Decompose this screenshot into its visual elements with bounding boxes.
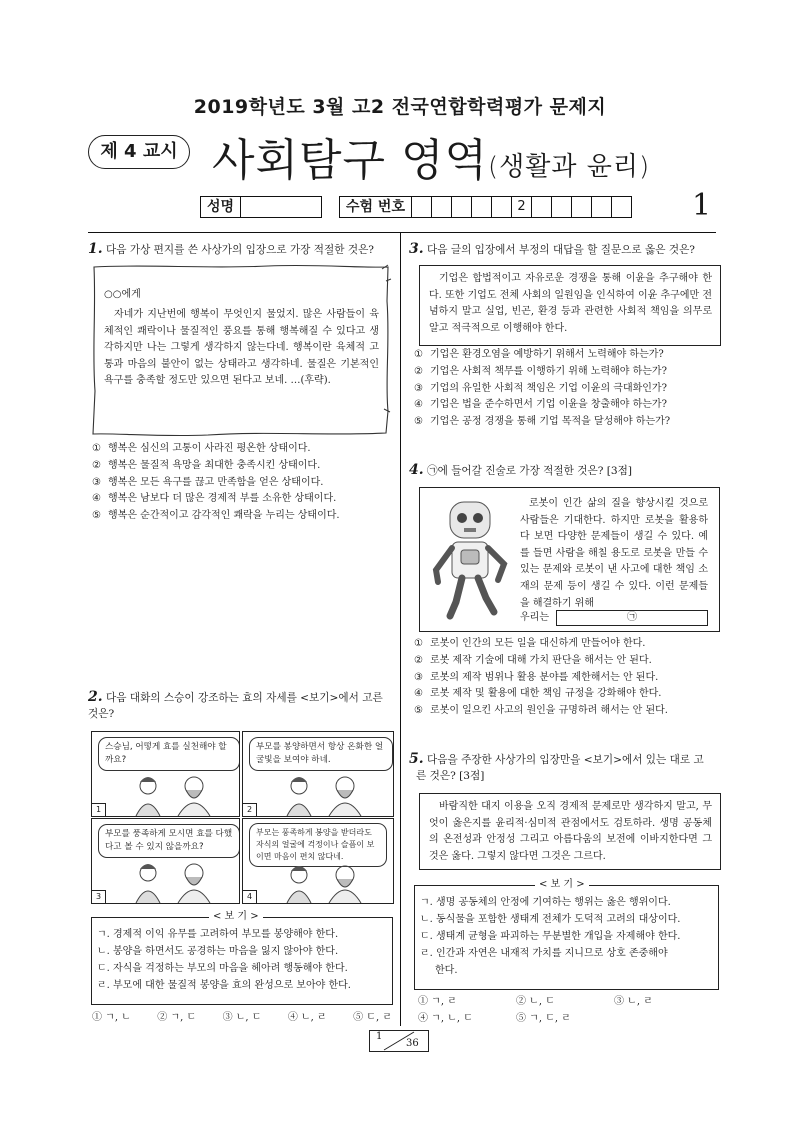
choice-marker: ④: [92, 493, 101, 505]
exam-number-digit: [532, 196, 552, 218]
student-and-teacher-illustration: [277, 772, 377, 816]
bogi-item: ㄱ. 생명 공동체의 안정에 기여하는 행위는 옳은 행위이다.: [420, 897, 671, 908]
choice-text: 로봇의 제작 범위나 활용 분야를 제한해서는 안 된다.: [430, 671, 659, 683]
answer-choice[interactable]: [414, 381, 670, 398]
question-4-tail: [520, 610, 549, 627]
page-total: 36: [406, 1038, 419, 1049]
exam-number-digits: [412, 196, 632, 218]
bogi-item: ㄷ. 생태계 균형을 파괴하는 무분별한 개입을 자제해야 한다.: [420, 931, 681, 942]
question-1-text: 다음 가상 편지를 쓴 사상가의 입장으로 가장 적절한 것은?: [106, 244, 374, 256]
question-2-number: 2.: [88, 689, 103, 705]
answer-choice[interactable]: [414, 703, 668, 720]
question-3-text: 다음 글의 입장에서 부정의 대답을 할 질문으로 옳은 것은?: [427, 244, 695, 256]
bogi-title: < 보 기 >: [209, 911, 263, 923]
bogi-item: ㄱ. 경제적 이익 유무를 고려하여 부모를 봉양해야 한다.: [97, 929, 339, 940]
letter-greeting: ○○에게: [104, 289, 141, 300]
exam-number-digit: [432, 196, 452, 218]
exam-number-digit: [472, 196, 492, 218]
question-5-answers: [418, 994, 713, 1028]
speech-bubble-2: 부모를 봉양하면서 항상 온화한 얼굴빛을 보여야 하네.: [249, 737, 393, 771]
name-box: [200, 196, 322, 218]
answer-choice[interactable]: [414, 636, 668, 653]
question-4-passage: 로봇이 인간 삶의 질을 향상시킬 것으로 사람들은 기대한다. 하지만 로봇을 활용하다 보면 다양한 문제들이 생길 수 있다. 예를 들면 사람을 해칠 용도로 로봇을 만들 수 있는 문제와 로봇이 낸 사고에 대한 책임 소재의 문제 등이 생길 수 있다. 이런 문제들을 해결하기 위해: [520, 498, 708, 609]
answer-option[interactable]: ④ ㄱ, ㄴ, ㄷ: [418, 1012, 473, 1024]
question-3-choices: [414, 347, 670, 431]
panel-number-1: 1: [92, 803, 106, 816]
question-4-box: [419, 487, 720, 632]
subject-name: 사회탐구 영역: [212, 135, 489, 186]
answer-choice[interactable]: [414, 653, 668, 670]
choice-marker: ⑤: [92, 510, 101, 522]
period-badge: 제 4 교시: [88, 135, 190, 169]
exam-number-digit: 2: [512, 196, 532, 218]
bogi-item: ㄴ. 봉양을 하면서도 공경하는 마음을 잃지 않아야 한다.: [97, 946, 339, 957]
choice-marker: ④: [414, 688, 423, 700]
name-label: 성명: [200, 196, 241, 218]
comic-panel-2: [242, 731, 394, 817]
answer-option[interactable]: ③ ㄴ, ㄹ: [614, 996, 653, 1007]
answer-option[interactable]: ② ㄴ, ㄷ: [516, 996, 555, 1007]
question-4-choices: [414, 636, 668, 720]
bogi-title: < 보 기 >: [535, 879, 589, 891]
question-2-answers: [92, 1010, 392, 1027]
comic-panel-3: [91, 818, 240, 904]
choice-marker: ②: [92, 459, 101, 471]
column-divider: [400, 233, 401, 1026]
question-5-number: 5.: [409, 751, 424, 767]
choice-text: 행복은 모든 욕구를 끊고 만족함을 얻은 상태이다.: [108, 476, 324, 488]
comic-panel-1: [91, 731, 240, 817]
answer-choice[interactable]: [414, 670, 668, 687]
question-5-text-2: 른 것은? [3점]: [416, 770, 485, 782]
name-field: [241, 196, 322, 218]
question-4-tail-label: 우리는: [520, 612, 549, 623]
choice-text: 로봇이 일으킨 사고의 원인을 규명하려 해서는 안 된다.: [430, 705, 668, 717]
exam-number-digit: [592, 196, 612, 218]
answer-option[interactable]: ③ ㄴ, ㄷ: [222, 1012, 262, 1023]
answer-option[interactable]: ④ ㄴ, ㄹ: [287, 1012, 327, 1023]
question-2-text-1: 다음 대화의 스승이 강조하는 효의 자세를 <보기>에서 고른: [106, 692, 383, 704]
choice-marker: ①: [92, 443, 101, 454]
question-2-bogi-box: [91, 911, 393, 1005]
question-1-number: 1.: [88, 241, 103, 257]
answer-option[interactable]: ② ㄱ, ㄷ: [157, 1012, 197, 1023]
answer-choice[interactable]: [414, 347, 670, 364]
bogi-list: [420, 894, 680, 979]
choice-marker: ⑤: [414, 705, 423, 717]
choice-text: 행복은 순간적이고 감각적인 쾌락을 누리는 상태이다.: [108, 510, 340, 522]
question-4-number: 4.: [409, 462, 424, 478]
choice-text: 기업은 공정 경쟁을 통해 기업 목적을 달성해야 하는가?: [430, 416, 671, 428]
question-2-prompt: [88, 689, 393, 722]
page-counter: [369, 1030, 429, 1052]
bogi-item: ㄹ. 부모에 대한 물질적 봉양을 효의 완성으로 보아야 한다.: [97, 980, 351, 991]
subject-title: [212, 124, 650, 188]
choice-text: 기업은 법을 준수하면서 기업 이윤을 창출해야 하는가?: [430, 399, 667, 411]
exam-number-digit: [412, 196, 432, 218]
exam-title: 2019학년도 3월 고2 전국연합학력평가 문제지: [193, 96, 607, 118]
question-5-text-1: 다음을 주장한 사상가의 입장만을 <보기>에서 있는 대로 고: [427, 754, 704, 766]
answer-choice[interactable]: [92, 441, 340, 458]
answer-choice[interactable]: [92, 491, 340, 508]
subject-subtitle: (생활과 윤리): [488, 152, 651, 182]
choice-text: 로봇 제작 및 활용에 대한 책임 규정을 강화해야 한다.: [430, 688, 662, 700]
question-4-prompt: [409, 462, 719, 479]
answer-choice[interactable]: [92, 475, 340, 492]
question-5-prompt: [409, 751, 719, 784]
choice-text: 행복은 심신의 고통이 사라진 평온한 상태이다.: [108, 443, 311, 454]
choice-marker: ⑤: [414, 416, 423, 428]
student-and-teacher-illustration: [126, 772, 226, 816]
bogi-item: ㄷ. 자식을 걱정하는 부모의 마음을 헤아려 행동해야 한다.: [97, 963, 348, 974]
exam-number-digit: [492, 196, 512, 218]
bogi-item: 한다.: [435, 965, 458, 976]
header-rule: [88, 232, 716, 233]
bogi-item: ㄴ. 동식물을 포함한 생태계 전체가 도덕적 고려의 대상이다.: [420, 914, 681, 925]
question-5-passage: 바람직한 대지 이용을 오직 경제적 문제로만 생각하지 말고, 무엇이 옳은지를 윤리적·심미적 관점에서도 검토하라. 생명 공동체의 온전성과 안정성 그리고 아름다움의 보전에 이바지한다면 그것은 옳다. 그렇지 않다면 그것은 그르다.: [419, 793, 721, 870]
choice-text: 기업의 유일한 사회적 책임은 기업 이윤의 극대화인가?: [430, 382, 667, 394]
question-1-prompt: [88, 241, 393, 258]
exam-number-label: 수험 번호: [339, 196, 412, 218]
bogi-list: [97, 926, 351, 994]
student-and-teacher-illustration: [277, 863, 377, 903]
speech-bubble-4: 부모는 풍족하게 봉양을 받더라도 자식의 얼굴에 걱정이나 슬픔이 보이면 마음이 편치 않다네.: [249, 823, 387, 867]
answer-choice[interactable]: [92, 458, 340, 475]
choice-marker: ③: [92, 476, 101, 488]
answer-option[interactable]: ① ㄱ, ㄴ: [92, 1012, 131, 1023]
robot-illustration: [428, 498, 512, 622]
choice-marker: ①: [414, 638, 423, 649]
question-2-text-2: 것은?: [88, 708, 115, 720]
choice-marker: ①: [414, 349, 423, 360]
choice-marker: ③: [414, 382, 423, 394]
choice-marker: ②: [414, 654, 423, 666]
answer-choice[interactable]: [414, 686, 668, 703]
answer-choice[interactable]: [92, 508, 340, 525]
choice-text: 행복은 물질적 욕망을 최대한 충족시킨 상태이다.: [108, 459, 321, 471]
student-and-teacher-illustration: [126, 859, 226, 903]
comic-panel-4: [242, 818, 394, 904]
choice-text: 기업은 사회적 책무를 이행하기 위해 노력해야 하는가?: [430, 365, 667, 377]
answer-option[interactable]: ⑤ ㄱ, ㄷ, ㄹ: [516, 1012, 571, 1024]
page-current: 1: [376, 1031, 383, 1042]
letter-body: 자네가 지난번에 행복이 무엇인지 물었지. 많은 사람들이 육체적인 쾌락이나 물질적인 풍요를 통해 행복해질 수 있다고 생각하지만 나는 그렇게 생각하지 않는다네. 행복이란 육체적 고통과 마음의 불안이 없는 상태라고 생각하네. 물질은 기본적인 욕구를 충족할 정도만 있으면 된다고 보네. …(후략).: [104, 309, 379, 387]
exam-number-digit: [572, 196, 592, 218]
panel-number-4: 4: [243, 890, 257, 903]
answer-option[interactable]: ① ㄱ, ㄹ: [418, 996, 457, 1007]
question-3-prompt: [409, 241, 719, 258]
exam-number-box: [339, 196, 632, 218]
answer-option[interactable]: ⑤ ㄷ, ㄹ: [353, 1012, 392, 1023]
question-3-number: 3.: [409, 241, 424, 257]
choice-marker: ③: [414, 671, 423, 683]
answer-choice[interactable]: [414, 364, 670, 381]
choice-marker: ②: [414, 365, 423, 377]
answer-choice[interactable]: [414, 397, 670, 414]
exam-number-digit: [452, 196, 472, 218]
blank-box: ㉠: [556, 610, 708, 626]
speech-bubble-3: 부모를 풍족하게 모시면 효를 다했다고 볼 수 있지 않을까요?: [98, 824, 240, 858]
question-1-choices: [92, 441, 340, 525]
answer-choice[interactable]: [414, 414, 670, 431]
page-number: 1: [692, 188, 712, 223]
exam-number-digit: [552, 196, 572, 218]
panel-number-2: 2: [243, 803, 257, 816]
panel-number-3: 3: [92, 890, 106, 903]
choice-text: 행복은 남보다 더 많은 경제적 부를 소유한 상태이다.: [108, 493, 337, 505]
bogi-item: ㄹ. 인간과 자연은 내재적 가치를 지니므로 상호 존중해야: [420, 948, 668, 959]
question-5-bogi-box: [414, 879, 719, 990]
question-3-passage: 기업은 합법적이고 자유로운 경쟁을 통해 이윤을 추구해야 한다. 또한 기업도 전체 사회의 일원임을 인식하여 이윤 추구에만 전념하지 말고 실업, 빈곤, 환경 등과 관련한 사회적 책임을 의무로 알고 적극적으로 이행해야 한다.: [419, 265, 721, 346]
question-4-text: ㉠에 들어갈 진술로 가장 적절한 것은? [3점]: [427, 465, 632, 477]
exam-number-digit: [612, 196, 632, 218]
choice-text: 로봇 제작 기술에 대해 가치 판단을 해서는 안 된다.: [430, 654, 652, 666]
choice-marker: ④: [414, 399, 423, 411]
choice-text: 기업은 환경오염을 예방하기 위해서 노력해야 하는가?: [430, 349, 664, 360]
choice-text: 로봇이 인간의 모든 일을 대신하게 만들어야 한다.: [430, 638, 646, 649]
speech-bubble-1: 스승님, 어떻게 효를 실천해야 할까요?: [98, 737, 240, 771]
